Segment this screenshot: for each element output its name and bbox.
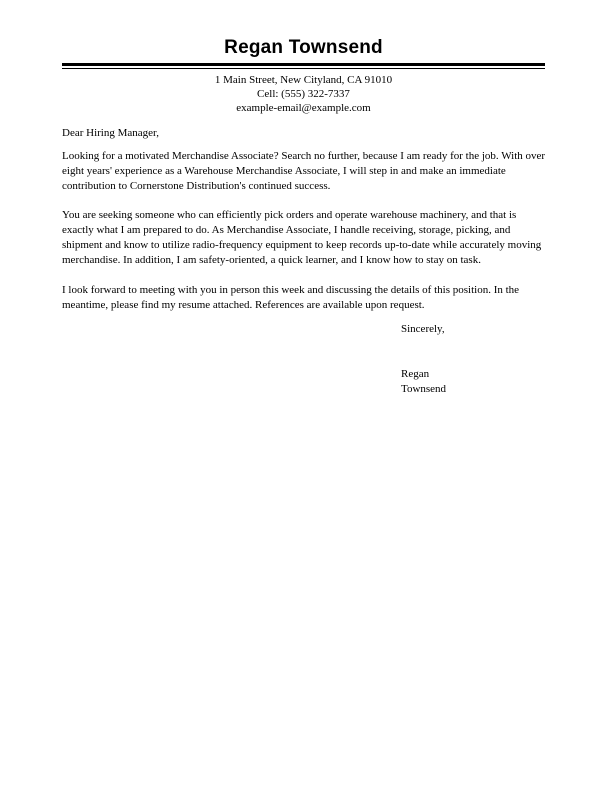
salutation: Dear Hiring Manager, [62,127,159,139]
contact-address: 1 Main Street, New Cityland, CA 91010 [214,74,393,86]
paragraph-intro: Looking for a motivated Merchandise Associate? Search no further, because I am ready for the job. With over eight years' experience as a Warehouse Merchandise Associate, I will step in and make an immediate contribution to Cornerstone Distribution's continued success. [62,150,546,192]
contact-phone: Cell: (555) 322-7337 [257,88,350,100]
header-rule-thick [62,63,545,66]
closing-phrase: Sincerely, [401,323,445,335]
contact-email: example-email@example.com [236,102,371,114]
paragraph-qualifications: You are seeking someone who can efficiently pick orders and operate warehouse machinery, and that is exactly what I am prepared to do. As Merchandise Associate, I handle receiving, storage, picking, and shipment and know to utilize radio-frequency equipment to keep records up-to-date while accurately moving merchandise. In addition, I am safety-oriented, a quick learner, and I know how to stay on task. [62,209,542,266]
applicant-name: Regan Townsend [224,37,383,58]
header-rule-thin [62,68,545,69]
paragraph-closing: I look forward to meeting with you in person this week and discussing the details of this position. In the meantime, please find my resume attached. References are available upon request. [62,284,520,311]
signature-first-name: Regan [401,368,430,380]
signature-last-name: Townsend [401,383,447,395]
